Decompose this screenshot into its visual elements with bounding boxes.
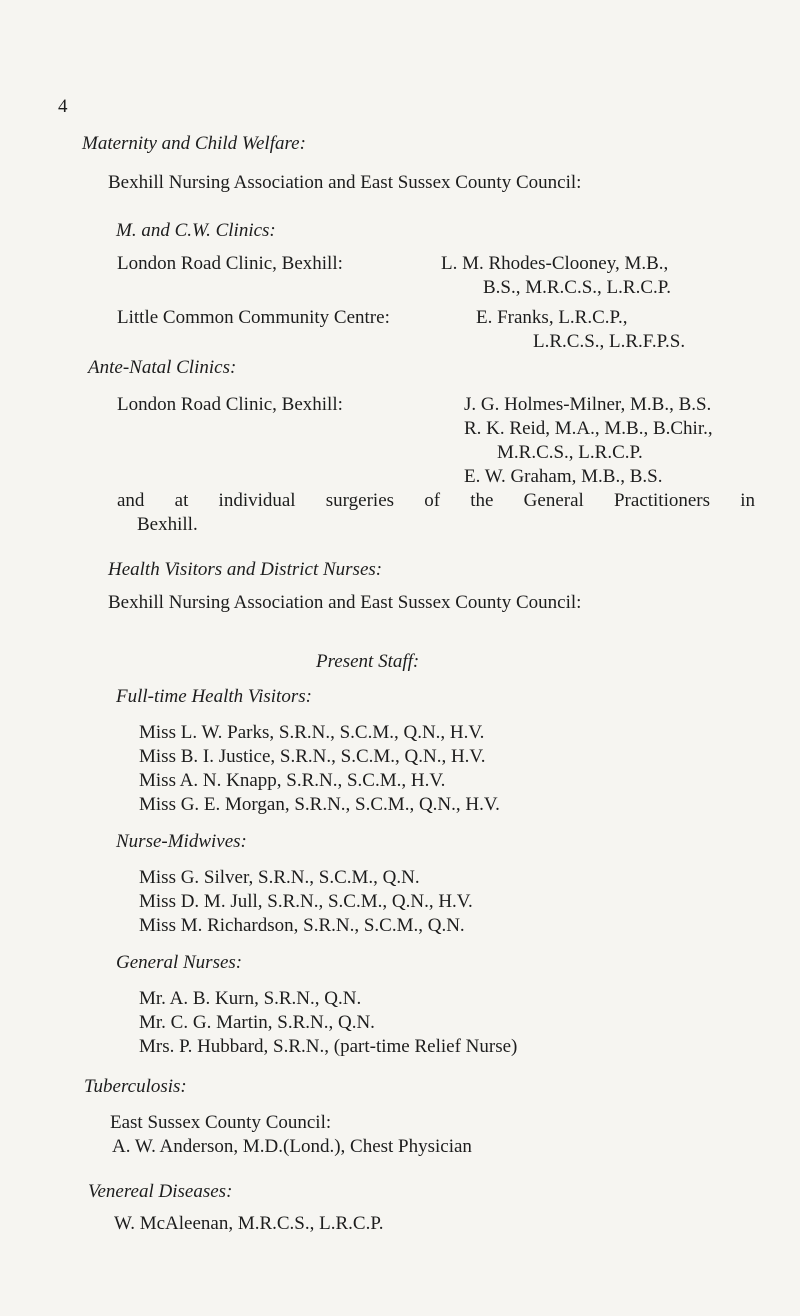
antenatal-doctor: E. W. Graham, M.B., B.S.: [464, 466, 663, 487]
tuberculosis-provider: East Sussex County Council:: [110, 1112, 332, 1133]
general-nurse: Mrs. P. Hubbard, S.R.N., (part-time Relief Nurse): [139, 1036, 518, 1057]
midwife: Miss G. Silver, S.R.N., S.C.M., Q.N.: [139, 867, 420, 888]
tuberculosis-physician: A. W. Anderson, M.D.(Lond.), Chest Physician: [112, 1136, 472, 1157]
little-common-doctor-line2: L.R.C.S., L.R.F.P.S.: [533, 331, 686, 352]
full-time-staff: Miss G. E. Morgan, S.R.N., S.C.M., Q.N., H.V.: [139, 794, 500, 815]
tuberculosis-heading: Tuberculosis:: [84, 1076, 187, 1097]
maternity-heading: Maternity and Child Welfare:: [82, 133, 306, 154]
full-time-staff: Miss B. I. Justice, S.R.N., S.C.M., Q.N., H.V.: [139, 746, 486, 767]
health-visitors-heading: Health Visitors and District Nurses:: [108, 559, 383, 580]
antenatal-doctor: J. G. Holmes-Milner, M.B., B.S.: [464, 394, 712, 415]
maternity-provider: Bexhill Nursing Association and East Sussex County Council:: [108, 172, 582, 193]
midwife: Miss M. Richardson, S.R.N., S.C.M., Q.N.: [139, 915, 465, 936]
present-staff-heading: Present Staff:: [316, 651, 420, 672]
antenatal-note: and at individual surgeries of the General Practitioners in: [117, 490, 755, 511]
venereal-heading: Venereal Diseases:: [88, 1181, 233, 1202]
antenatal-note-cont: Bexhill.: [137, 514, 198, 535]
general-nurse: Mr. C. G. Martin, S.R.N., Q.N.: [139, 1012, 375, 1033]
little-common-location: Little Common Community Centre:: [117, 307, 390, 328]
antenatal-doctor: M.R.C.S., L.R.C.P.: [497, 442, 643, 463]
general-nurses-heading: General Nurses:: [116, 952, 243, 973]
midwives-heading: Nurse-Midwives:: [116, 831, 247, 852]
antenatal-location: London Road Clinic, Bexhill:: [117, 394, 343, 415]
page-number: 4: [58, 96, 68, 117]
full-time-heading: Full-time Health Visitors:: [116, 686, 312, 707]
antenatal-doctor: R. K. Reid, M.A., M.B., B.Chir.,: [464, 418, 713, 439]
health-visitors-provider: Bexhill Nursing Association and East Sussex County Council:: [108, 592, 582, 613]
venereal-physician: W. McAleenan, M.R.C.S., L.R.C.P.: [114, 1213, 384, 1234]
full-time-staff: Miss A. N. Knapp, S.R.N., S.C.M., H.V.: [139, 770, 446, 791]
little-common-doctor-line1: E. Franks, L.R.C.P.,: [476, 307, 628, 328]
general-nurse: Mr. A. B. Kurn, S.R.N., Q.N.: [139, 988, 362, 1009]
london-road-doctor-line2: B.S., M.R.C.S., L.R.C.P.: [483, 277, 671, 298]
full-time-staff: Miss L. W. Parks, S.R.N., S.C.M., Q.N., H.V.: [139, 722, 485, 743]
london-road-location: London Road Clinic, Bexhill:: [117, 253, 343, 274]
mcw-clinics-heading: M. and C.W. Clinics:: [116, 220, 276, 241]
antenatal-heading: Ante-Natal Clinics:: [88, 357, 237, 378]
london-road-doctor-line1: L. M. Rhodes-Clooney, M.B.,: [441, 253, 669, 274]
midwife: Miss D. M. Jull, S.R.N., S.C.M., Q.N., H.V.: [139, 891, 473, 912]
